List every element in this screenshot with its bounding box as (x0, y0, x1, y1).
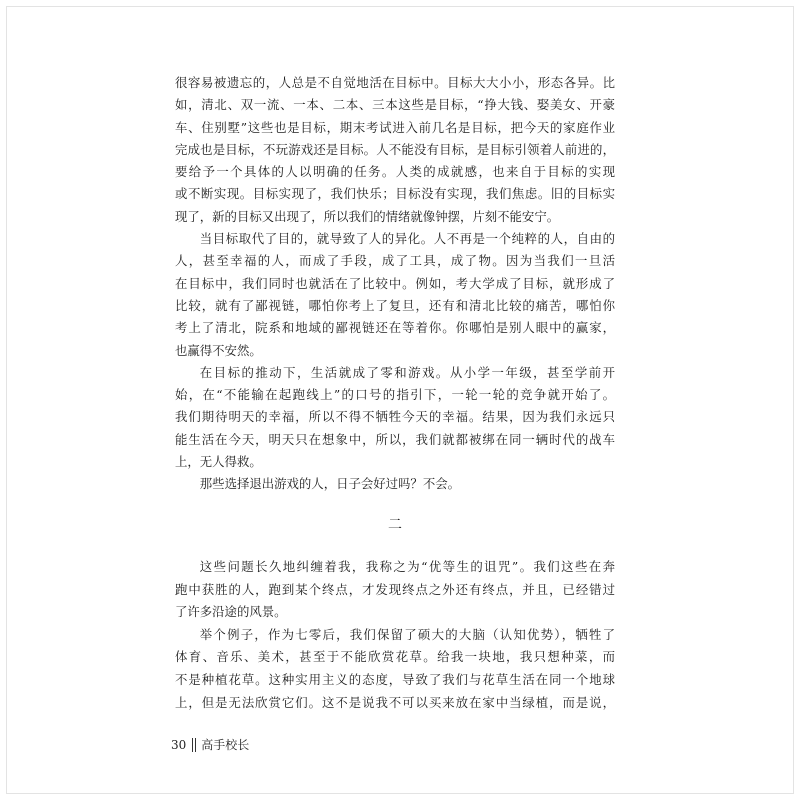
text-line: 在目标的推动下，生活就成了零和游戏。从小学一年级，甚至学前开 (199, 364, 615, 380)
paragraph (175, 473, 615, 495)
text-line: 比较，就有了鄙视链，哪怕你考上了复旦，还有和清北比较的痛苦，哪怕你 (175, 297, 615, 313)
body-text-after-heading (175, 556, 615, 714)
text-line: 或不断实现。目标实现了，我们快乐；目标没有实现，我们焦虑。旧的目标实 (175, 186, 615, 202)
text-line: 跑中获胜的人，跑到某个终点，才发现终点之外还有终点，并且，已经错过 (175, 581, 615, 597)
text-line: 在目标中，我们同时也就活在了比较中。例如，考大学成了目标，就形成了 (175, 275, 615, 291)
text-line: 要给予一个具体的人以明确的任务。人类的成就感，也来自于目标的实现 (175, 164, 615, 180)
text-line: 体育、音乐、美术，甚至于不能欣赏花草。给我一块地，我只想种菜，而 (175, 649, 615, 665)
text-line: 那些选择退出游戏的人，日子会好过吗？不会。 (199, 476, 460, 492)
paragraph (175, 228, 615, 362)
page-footer (171, 737, 249, 753)
text-line: 完成也是目标，不玩游戏还是目标。人不能没有目标，是目标引领着人前进的， (175, 141, 615, 157)
text-line: 这些问题长久地纠缠着我，我称之为“优等生的诅咒”。我们这些在奔 (199, 559, 615, 574)
section-heading: 二 (388, 517, 402, 533)
paragraph (175, 556, 615, 624)
page-number: 30 (171, 738, 187, 752)
text-line: 很容易被遗忘的，人总是不自觉地活在目标中。目标大大小小，形态各异。比 (175, 75, 615, 90)
text-line: 我们期待明天的幸福，所以不得不牺牲今天的幸福。结果，因为我们永远只 (175, 409, 615, 425)
text-line: 始，在“不能输在起跑线上”的口号的指引下，一轮一轮的竞争就开始了。 (175, 387, 615, 403)
body-text-before-heading (175, 72, 615, 496)
paragraph (175, 624, 615, 714)
text-line: 人，甚至幸福的人，而成了手段，成了工具，成了物。因为当我们一旦活 (175, 253, 615, 269)
text-line: 现了，新的目标又出现了，所以我们的情绪就像钟摆，片刻不能安宁。 (175, 208, 560, 224)
text-line: 上，无人得救。 (175, 454, 262, 470)
text-line: 举个例子，作为七零后，我们保留了硕大的大脑（认知优势），牺牲了 (199, 626, 615, 642)
text-line: 了许多沿途的风景。 (175, 604, 287, 620)
text-line: 上，但是无法欣赏它们。这不是说我不可以买来放在家中当绿植，而是说， (175, 694, 615, 710)
text-line: 能生活在今天，明天只在想象中，所以，我们就都被绑在同一辆时代的战车 (175, 431, 615, 447)
text-line: 不是种植花草。这种实用主义的态度，导致了我们与花草生活在同一个地球 (175, 671, 615, 687)
text-line: 考上了清北，院系和地域的鄙视链还在等着你。你哪怕是别人眼中的赢家， (175, 320, 615, 336)
text-line: 也赢得不安然。 (175, 342, 262, 358)
paragraph (175, 72, 615, 228)
text-line: 车、住别墅”这些也是目标，期末考试进入前几名是目标，把今天的家庭作业 (175, 119, 615, 135)
text-line: 如，清北、双一流、一本、二本、三本这些是目标，“挣大钱、娶美女、开豪 (175, 97, 615, 113)
paragraph (175, 362, 615, 473)
text-line: 当目标取代了目的，就导致了人的异化。人不再是一个纯粹的人，自由的 (199, 231, 615, 247)
running-title: 高手校长 (201, 738, 250, 752)
footer-divider (192, 738, 196, 752)
